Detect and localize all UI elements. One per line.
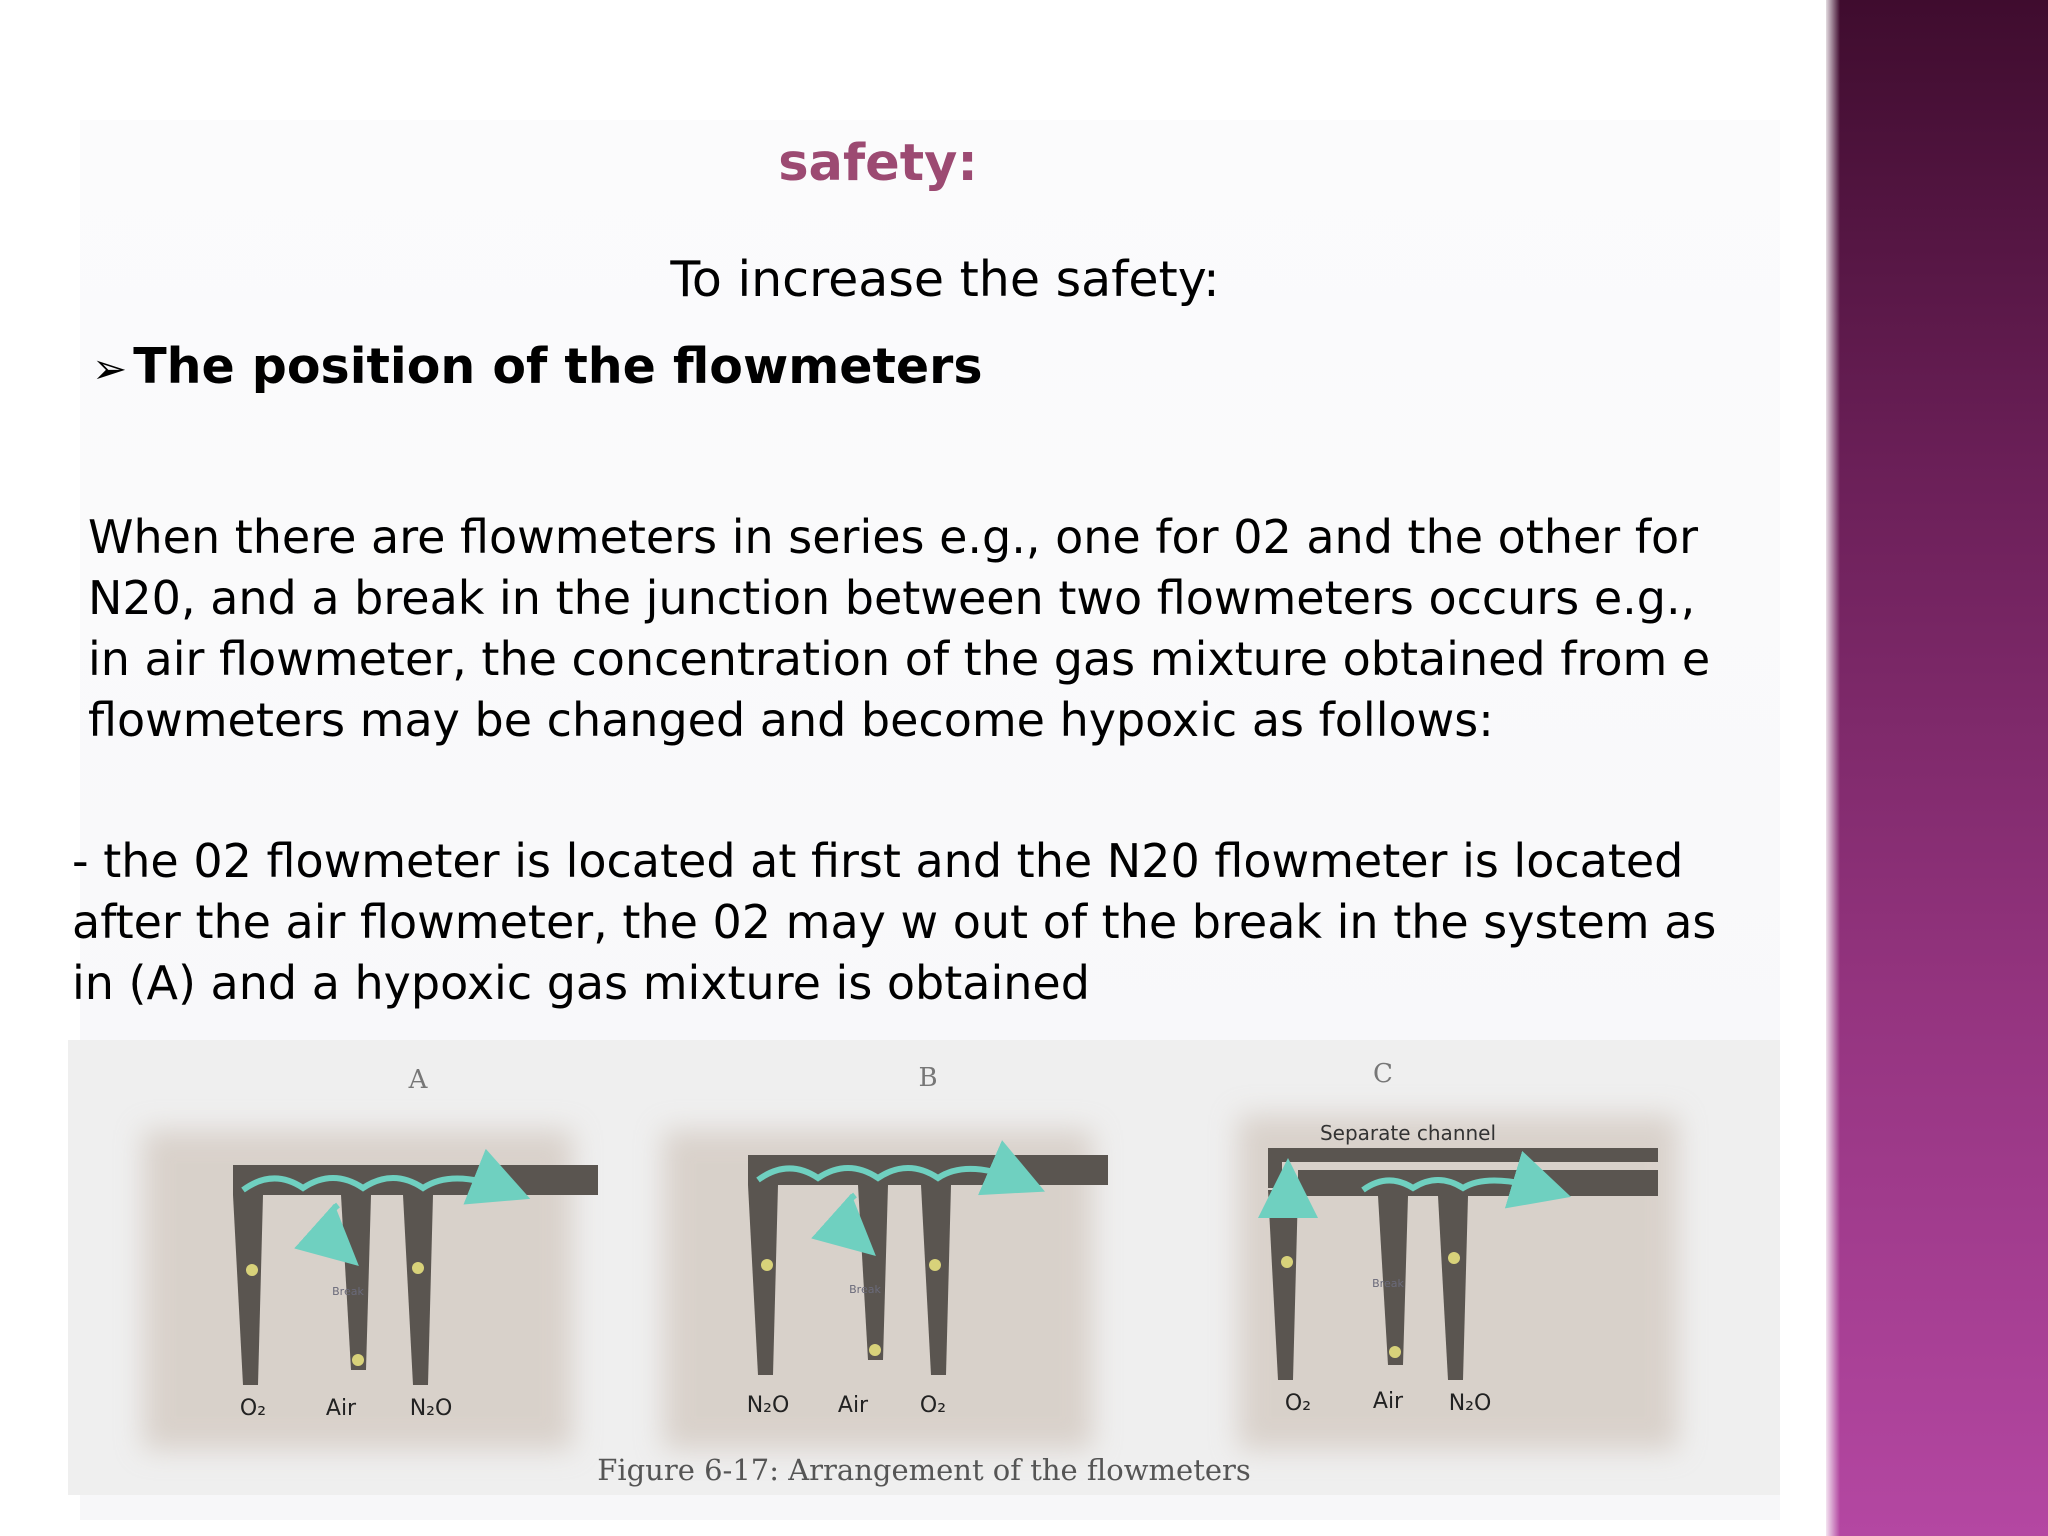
tube-label-o2: O₂ xyxy=(239,1396,267,1421)
break-label: Break xyxy=(332,1285,364,1298)
body-paragraph-2: - the 02 flowmeter is located at first and the N20 flowmeter is located after the air flowmeter, the 02 may w out of the break in the system as in (A) and a hypoxic gas mixture is obtained xyxy=(72,834,1717,1010)
arrow-bullet-icon: ➢ xyxy=(92,344,128,393)
panel-b xyxy=(663,1063,1108,1450)
panel-b-label: B xyxy=(918,1063,938,1093)
figure-caption: Figure 6-17: Arrangement of the flowmeters xyxy=(597,1453,1251,1487)
separate-channel-label: Separate channel xyxy=(1319,1121,1497,1145)
decorative-side-band xyxy=(1826,0,2048,1536)
tube-label-air: Air xyxy=(325,1396,357,1421)
tube-label-n2o: N₂O xyxy=(1448,1391,1492,1416)
tube-label-air: Air xyxy=(837,1393,869,1418)
bullet-text: The position of the flowmeters xyxy=(133,338,983,395)
panel-c xyxy=(1238,1059,1678,1450)
panel-c-label: C xyxy=(1373,1059,1393,1089)
break-label: Break xyxy=(849,1283,881,1296)
body-paragraph-1: When there are flowmeters in series e.g., one for 02 and the other for N20, and a break in the junction between two flowmeters occurs e.g., in air flowmeter, the concentration of the gas mixture obtained from e flowmeters may be changed and become hypoxic as follows: xyxy=(88,510,1711,747)
flowmeter-diagram xyxy=(68,1040,1780,1495)
panel-a xyxy=(143,1065,598,1450)
tube-label-n2o: N₂O xyxy=(409,1396,453,1421)
slide-title: safety: xyxy=(778,134,978,193)
break-label: Break xyxy=(1372,1277,1404,1290)
tube-label-air: Air xyxy=(1372,1389,1404,1414)
tube-label-o2: O₂ xyxy=(919,1393,947,1418)
separate-channel xyxy=(1268,1148,1658,1162)
panel-a-label: A xyxy=(408,1065,428,1095)
flowmeter-figure xyxy=(68,1040,1780,1495)
bullet-item xyxy=(92,338,983,395)
tube-label-n2o: N₂O xyxy=(746,1393,790,1418)
slide-subtitle: To increase the safety: xyxy=(670,251,1220,308)
tube-label-o2: O₂ xyxy=(1284,1391,1312,1416)
